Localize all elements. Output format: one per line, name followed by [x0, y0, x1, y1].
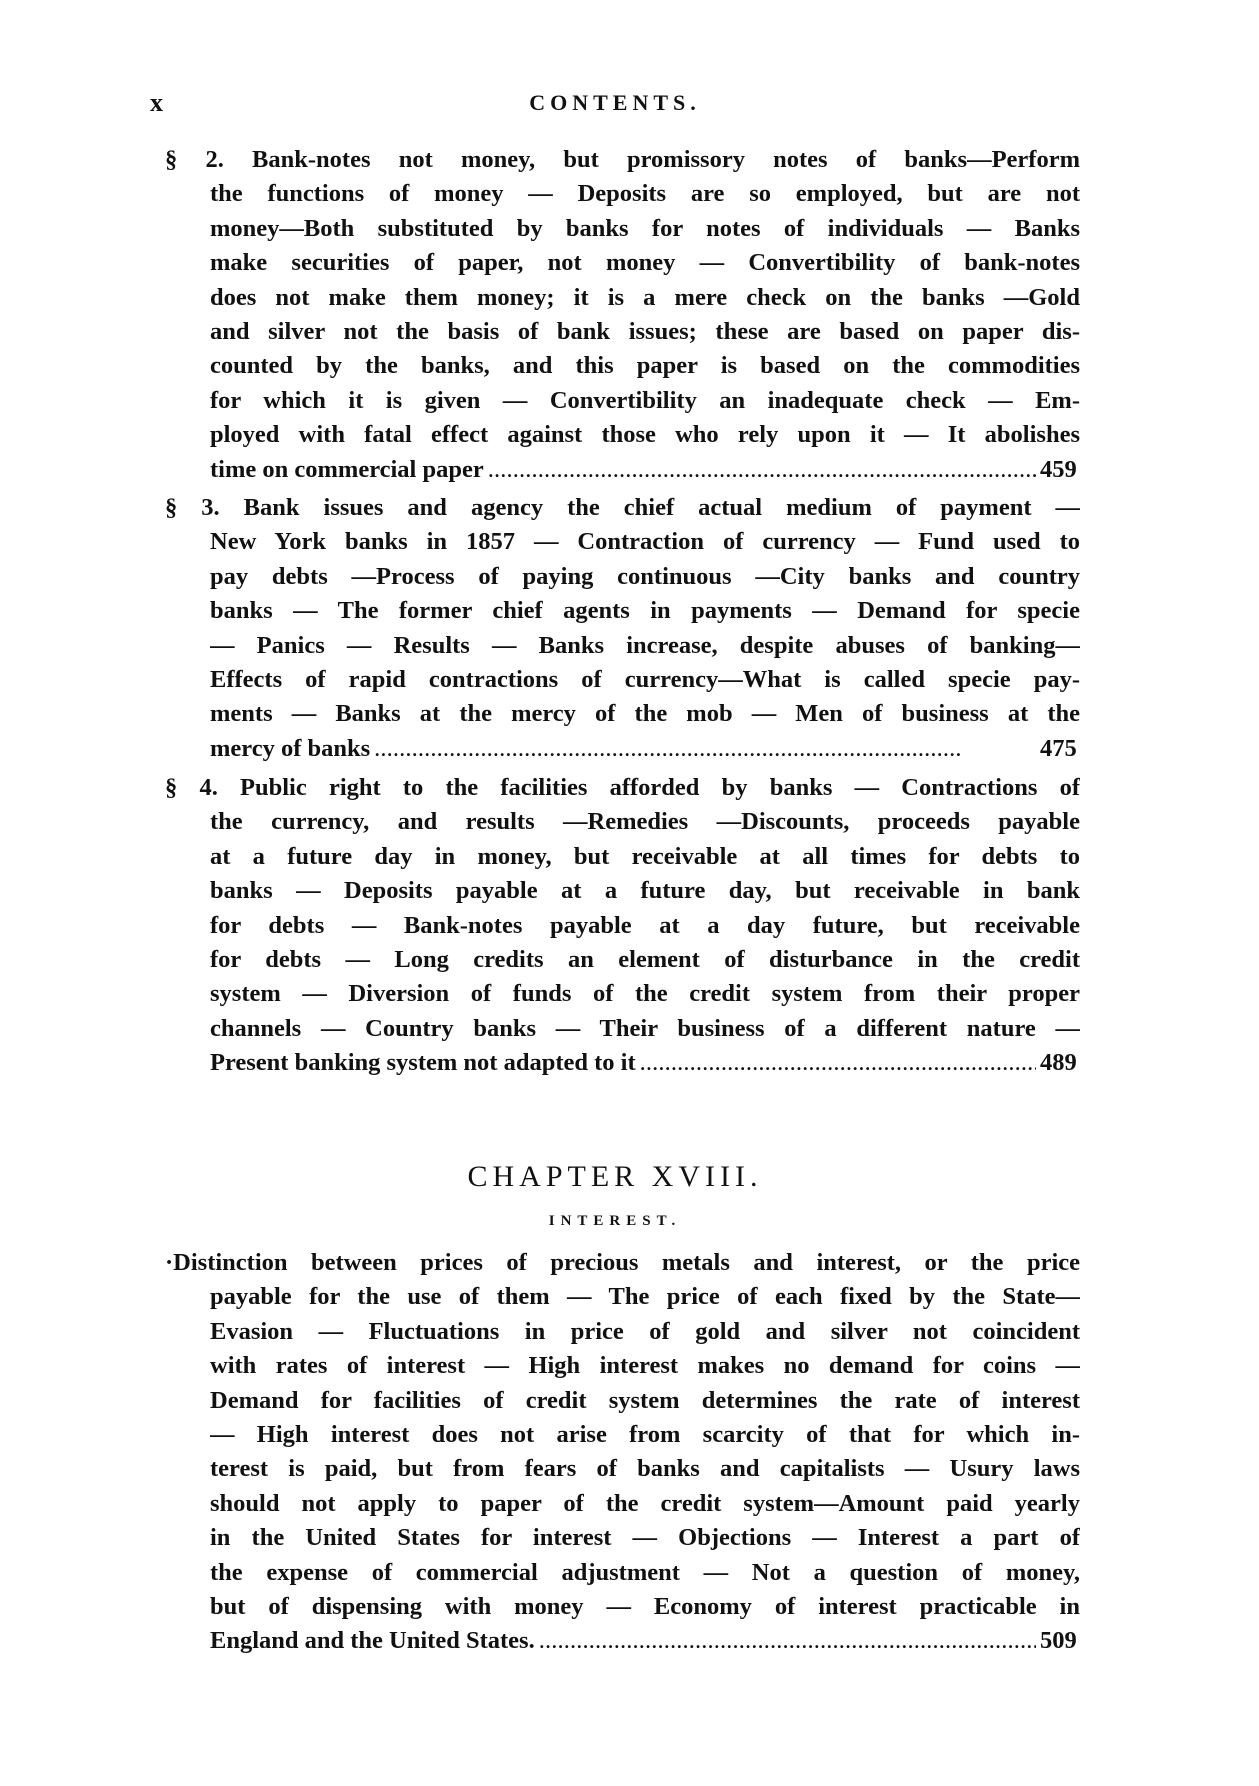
section-marker: §	[165, 774, 178, 801]
section-marker: §	[165, 494, 178, 521]
dot-leader	[488, 453, 1036, 487]
entry-line: Demand for facilities of credit system determines the rate of interest	[210, 1386, 1080, 1414]
entry-line: but of dispensing with money — Economy of interest practicable in	[210, 1592, 1080, 1620]
entry-line: New York banks in 1857 — Contraction of currency — Fund used to	[210, 528, 1080, 556]
toc-entry-chapter-18	[165, 1246, 1080, 1659]
entry-line: system — Diversion of funds of the credit system from their proper	[210, 980, 1080, 1008]
entry-last-line: time on commercial paper . . . 459	[210, 453, 1080, 487]
entry-line: for debts — Long credits an element of disturbance in the credit	[210, 945, 1080, 973]
running-head	[150, 88, 1080, 118]
entry-line: in the United States for interest — Objections — Interest a part of	[210, 1524, 1080, 1552]
entry-line: at a future day in money, but receivable at all times for debts to	[210, 842, 1080, 870]
toc-entry-section-3	[165, 491, 1080, 766]
running-title: CONTENTS.	[529, 90, 701, 115]
page-numeral: x	[150, 88, 163, 117]
entry-line: § 2. Bank-notes not money, but promissory notes of banks—Perform	[165, 146, 1080, 173]
entry-line: and silver not the basis of bank issues; these are based on paper dis-	[210, 317, 1080, 345]
entry-line: ·Distinction between prices of precious metals and interest, or the price	[165, 1249, 1080, 1276]
chapter-heading: CHAPTER XVIII.	[467, 1160, 763, 1193]
entry-line: banks — The former chief agents in payments — Demand for specie	[210, 597, 1080, 625]
entry-line: — High interest does not arise from scarcity of that for which in-	[210, 1420, 1080, 1448]
entry-line: payable for the use of them — The price of each fixed by the State—	[210, 1283, 1080, 1311]
entry-line: money—Both substituted by banks for notes of individuals — Banks	[210, 214, 1080, 242]
toc-entry-section-4	[165, 771, 1080, 1081]
entry-line: banks — Deposits payable at a future day, but receivable in bank	[210, 877, 1080, 905]
entry-line: — Panics — Results — Banks increase, despite abuses of banking—	[210, 631, 1080, 659]
page-number: 475	[1040, 734, 1077, 762]
entry-last-line: England and the United States. . . . 509	[210, 1624, 1080, 1658]
entry-line: does not make them money; it is a mere check on the banks —Gold	[210, 283, 1080, 311]
chapter-marker: ·	[165, 1249, 174, 1276]
entry-line: Evasion — Fluctuations in price of gold and silver not coincident	[210, 1317, 1080, 1345]
entry-line: with rates of interest — High interest makes no demand for coins —	[210, 1352, 1080, 1380]
entry-line: terest is paid, but from fears of banks and capitalists — Usury laws	[210, 1455, 1080, 1483]
entry-line: § 3. Bank issues and agency the chief actual medium of payment —	[165, 494, 1080, 521]
entry-line: for which it is given — Convertibility an inadequate check — Em-	[210, 386, 1080, 414]
entry-line: for debts — Bank-notes payable at a day future, but receivable	[210, 911, 1080, 939]
entry-line: ments — Banks at the mercy of the mob — Men of business at the	[210, 700, 1080, 728]
entry-last-line: mercy of banks . . . 475	[210, 732, 1080, 766]
entry-line: counted by the banks, and this paper is based on the commodities	[210, 352, 1080, 380]
dot-leader	[640, 1046, 1036, 1080]
entry-line: the currency, and results —Remedies —Discounts, proceeds payable	[210, 808, 1080, 836]
entry-line: should not apply to paper of the credit system—Amount paid yearly	[210, 1489, 1080, 1517]
page-number: 509	[1040, 1627, 1077, 1655]
dot-leader	[539, 1624, 1036, 1658]
entry-line: § 4. Public right to the facilities afforded by banks — Contractions of	[165, 774, 1080, 801]
section-marker: §	[165, 146, 178, 173]
chapter-subtitle: INTEREST.	[548, 1213, 682, 1229]
entry-line: ployed with fatal effect against those who rely upon it — It abolishes	[210, 421, 1080, 449]
entry-line: the functions of money — Deposits are so employed, but are not	[210, 180, 1080, 208]
entry-line: the expense of commercial adjustment — Not a question of money,	[210, 1558, 1080, 1586]
entry-line: channels — Country banks — Their business of a different nature —	[210, 1014, 1080, 1042]
page-number: 489	[1040, 1049, 1077, 1077]
toc-entry-section-2	[165, 143, 1080, 487]
entry-last-line: Present banking system not adapted to it . . . 489	[210, 1046, 1080, 1080]
entry-line: make securities of paper, not money — Convertibility of bank-notes	[210, 249, 1080, 277]
page-number: 459	[1040, 455, 1077, 483]
entry-line: Effects of rapid contractions of currency—What is called specie pay-	[210, 665, 1080, 693]
entry-line: pay debts —Process of paying continuous —City banks and country	[210, 562, 1080, 590]
dot-leader	[374, 732, 1036, 766]
